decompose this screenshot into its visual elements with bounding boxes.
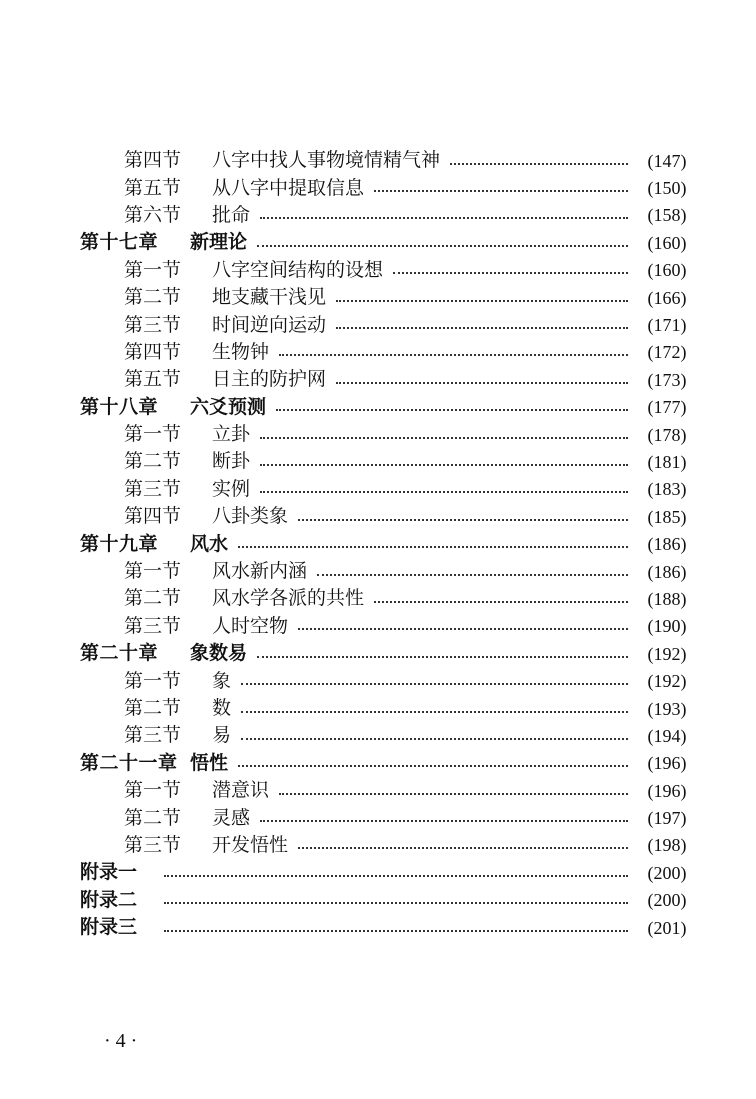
toc-entry-label: 附录一	[80, 861, 138, 884]
toc-entry-label: 第五节	[124, 368, 182, 391]
toc-section-row[interactable]	[0, 777, 756, 804]
toc-entry-label: 第十八章	[80, 395, 159, 418]
toc-section-row[interactable]	[0, 476, 756, 503]
toc-entry-label: 第一节	[124, 423, 182, 446]
toc-leader-dots	[374, 190, 628, 192]
toc-page-number: (160)	[647, 232, 687, 253]
toc-page-number: (177)	[647, 397, 687, 418]
toc-entry-title: 从八字中提取信息	[212, 176, 365, 199]
toc-entry-label: 第五节	[124, 176, 182, 199]
toc-entry-title: 开发悟性	[212, 833, 289, 856]
toc-entry-title: 地支藏干浅见	[212, 286, 327, 309]
toc-page-number: (196)	[647, 753, 687, 774]
toc-entry-label: 第十七章	[80, 231, 159, 254]
toc-leader-dots	[164, 902, 628, 904]
toc-leader-dots	[336, 300, 628, 302]
toc-entry-label: 第二节	[124, 286, 182, 309]
toc-chapter-row[interactable]	[0, 394, 756, 421]
toc-entry-label: 第一节	[124, 258, 182, 281]
toc-page-number: (200)	[647, 862, 687, 883]
toc-entry-title: 象	[212, 669, 232, 692]
toc-entry-title: 断卦	[212, 450, 251, 473]
toc-entry-title: 时间逆向运动	[212, 313, 327, 336]
toc-entry-title: 实例	[212, 477, 251, 500]
toc-leader-dots	[336, 382, 628, 384]
toc-page-number: (200)	[647, 890, 687, 911]
toc-section-row[interactable]	[0, 722, 756, 749]
toc-leader-dots	[317, 574, 628, 576]
toc-entry-title: 批命	[212, 203, 251, 226]
toc-page-number: (194)	[647, 725, 687, 746]
toc-leader-dots	[257, 656, 628, 658]
toc-section-row[interactable]	[0, 558, 756, 585]
toc-entry-label: 第三节	[124, 833, 182, 856]
toc-page-number: (186)	[647, 561, 687, 582]
toc-leader-dots	[260, 217, 628, 219]
toc-entry-label: 第四节	[124, 340, 182, 363]
toc-page-number: (150)	[647, 178, 687, 199]
toc-section-row[interactable]	[0, 284, 756, 311]
toc-page-number: (190)	[647, 616, 687, 637]
toc-entry-label: 第六节	[124, 203, 182, 226]
toc-leader-dots	[450, 163, 628, 165]
toc-chapter-row[interactable]	[0, 640, 756, 667]
toc-section-row[interactable]	[0, 448, 756, 475]
page-number: · 4 ·	[104, 1030, 138, 1052]
toc-leader-dots	[336, 327, 628, 329]
toc-page-number: (192)	[647, 643, 687, 664]
toc-entry-label: 第二节	[124, 697, 182, 719]
toc-entry-label: 第三节	[124, 724, 182, 747]
toc-entry-label: 第二十一章	[80, 751, 178, 774]
toc-entry-title: 八字中找人事物境情精气神	[212, 149, 441, 172]
toc-entry-title: 风水学各派的共性	[212, 587, 365, 610]
toc-page-number: (181)	[647, 451, 687, 472]
toc-entry-label: 第二十章	[80, 642, 159, 665]
toc-leader-dots	[298, 847, 628, 849]
toc-section-row[interactable]	[0, 832, 756, 859]
toc-leader-dots	[374, 601, 628, 603]
toc-entry-title: 潜意识	[212, 779, 270, 802]
toc-leader-dots	[260, 491, 628, 493]
toc-section-row[interactable]	[0, 695, 756, 722]
toc-leader-dots	[393, 272, 628, 274]
toc-page-number: (198)	[647, 835, 687, 856]
toc-leader-dots	[238, 546, 628, 548]
toc-page-number: (173)	[647, 369, 687, 390]
toc-entry-title: 立卦	[212, 423, 251, 446]
toc-entry-label: 第三节	[124, 477, 182, 500]
toc-entry-label: 第一节	[124, 779, 182, 802]
toc-entry-label: 第三节	[124, 614, 182, 637]
toc-leader-dots	[164, 930, 628, 932]
toc-entry-title: 生物钟	[212, 340, 270, 363]
toc-leader-dots	[257, 245, 628, 247]
toc-entry-title: 六爻预测	[190, 395, 267, 418]
toc-section-row[interactable]	[0, 174, 756, 201]
toc-leader-dots	[276, 409, 628, 411]
toc-page-number: (185)	[647, 506, 687, 527]
toc-entry-title: 八卦类象	[212, 505, 289, 528]
toc-appendix-row[interactable]	[0, 887, 756, 914]
toc-section-row[interactable]	[0, 257, 756, 284]
toc-chapter-row[interactable]	[0, 530, 756, 557]
toc-leader-dots	[260, 464, 628, 466]
toc-entry-label: 第二节	[124, 450, 182, 473]
toc-page-number: (171)	[647, 315, 687, 336]
toc-leader-dots	[241, 711, 628, 713]
toc-page-number: (183)	[647, 479, 687, 500]
toc-section-row[interactable]	[0, 585, 756, 612]
toc-page-number: (201)	[647, 917, 687, 938]
toc-leader-dots	[241, 738, 628, 740]
toc-page-number: (178)	[647, 424, 687, 445]
toc-entry-title: 新理论	[190, 231, 248, 254]
toc-entry-label: 附录二	[80, 888, 138, 911]
toc-section-row[interactable]	[0, 339, 756, 366]
toc-entry-label: 附录三	[80, 916, 138, 939]
toc-leader-dots	[260, 820, 628, 822]
toc-entry-title: 风水新内涵	[212, 560, 308, 583]
toc-section-row[interactable]	[0, 311, 756, 338]
toc-section-row[interactable]	[0, 147, 756, 174]
toc-leader-dots	[164, 875, 628, 877]
toc-page-number: (186)	[647, 534, 687, 555]
toc-section-row[interactable]	[0, 202, 756, 229]
toc-appendix-row[interactable]	[0, 859, 756, 886]
toc-section-row[interactable]	[0, 804, 756, 831]
toc-entry-label: 第三节	[124, 313, 182, 336]
toc-leader-dots	[298, 519, 628, 521]
toc-entry-title: 日主的防护网	[212, 368, 327, 391]
toc-page-number: (160)	[647, 260, 687, 281]
toc-entry-label: 第二节	[124, 806, 182, 829]
toc-appendix-row[interactable]	[0, 914, 756, 941]
toc-leader-dots	[298, 628, 628, 630]
toc-section-row[interactable]	[0, 613, 756, 640]
toc-entry-title: 风水	[190, 532, 229, 555]
toc-page-number: (197)	[647, 808, 687, 829]
toc-entry-label: 第十九章	[80, 532, 159, 555]
toc-entry-label: 第四节	[124, 505, 182, 528]
toc-leader-dots	[241, 683, 628, 685]
toc-chapter-row[interactable]	[0, 229, 756, 256]
toc-chapter-row[interactable]	[0, 750, 756, 777]
toc-page-number: (188)	[647, 588, 687, 609]
toc-page-number: (172)	[647, 342, 687, 363]
toc-leader-dots	[279, 354, 628, 356]
toc-leader-dots	[238, 765, 628, 767]
toc-entry-title: 悟性	[190, 751, 229, 774]
toc-entry-label: 第二节	[124, 587, 182, 610]
toc-entry-title: 八字空间结构的设想	[212, 258, 384, 281]
toc-page-number: (193)	[647, 698, 687, 719]
toc-leader-dots	[260, 437, 628, 439]
toc-section-row[interactable]	[0, 667, 756, 694]
toc-entry-label: 第一节	[124, 560, 182, 583]
toc-page-number: (158)	[647, 205, 687, 226]
toc-leader-dots	[279, 793, 628, 795]
toc-entry-title: 易	[212, 724, 232, 747]
toc-entry-title: 灵感	[212, 806, 251, 829]
toc-entry-title: 数	[212, 697, 232, 719]
toc-page-number: (166)	[647, 287, 687, 308]
toc-page-number: (192)	[647, 671, 687, 692]
toc-section-row[interactable]	[0, 421, 756, 448]
toc-entry-title: 人时空物	[212, 614, 289, 637]
toc-section-row[interactable]	[0, 366, 756, 393]
toc-entry-label: 第四节	[124, 149, 182, 172]
toc-page-number: (196)	[647, 780, 687, 801]
toc-entry-label: 第一节	[124, 669, 182, 692]
toc-entry-title: 象数易	[190, 642, 248, 665]
table-of-contents	[0, 147, 756, 941]
toc-section-row[interactable]	[0, 503, 756, 530]
toc-page-number: (147)	[647, 150, 687, 171]
